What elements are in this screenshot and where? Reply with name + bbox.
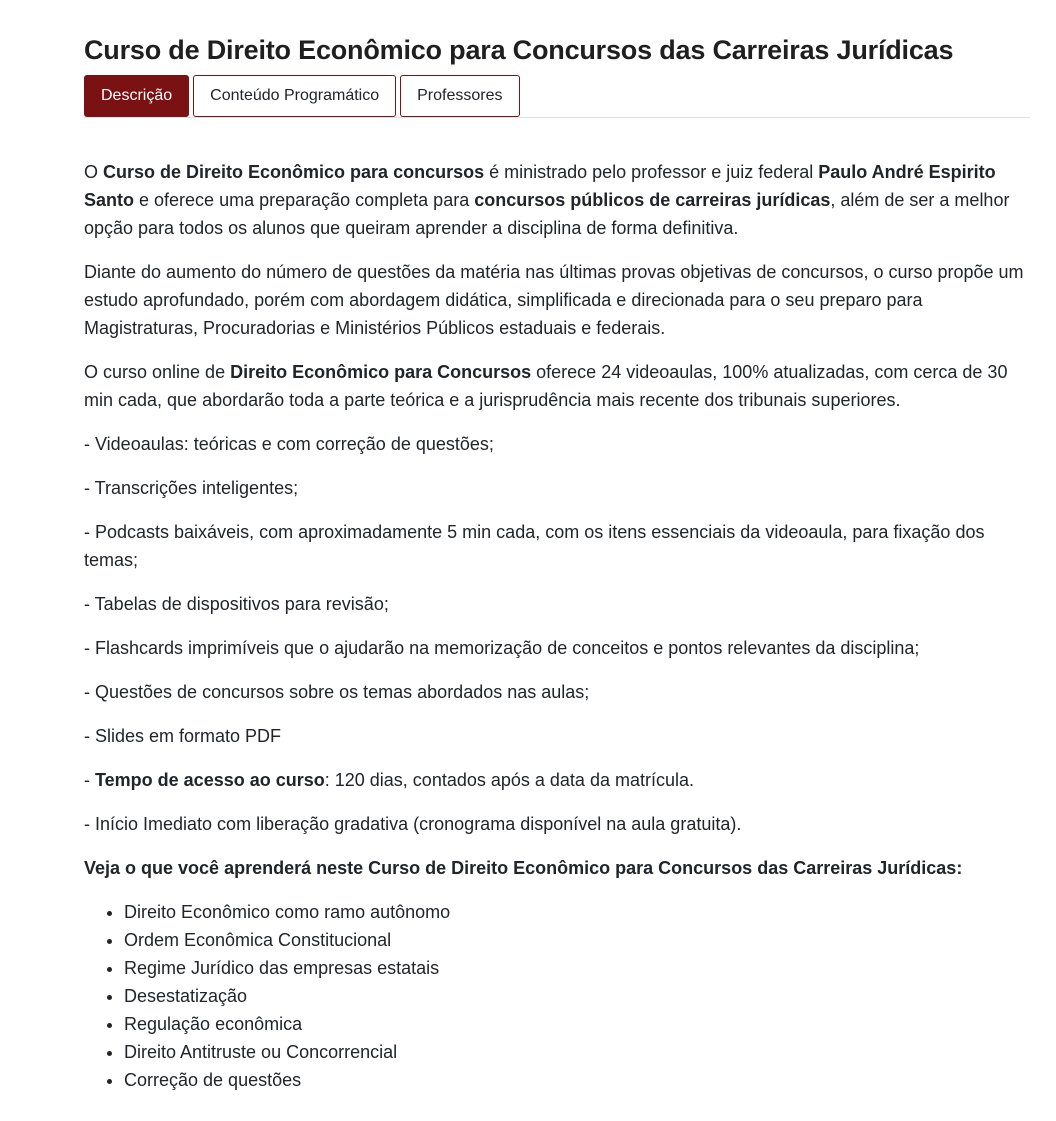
topic-item: • Ordem Econômica Constitucional [124, 926, 1030, 954]
topic-item: • Regulação econômica [124, 1010, 1030, 1038]
course-page [84, 30, 1030, 1094]
tab-descricao[interactable]: Descrição [84, 75, 189, 117]
tab-bar [84, 75, 1030, 118]
access-time [84, 766, 1030, 794]
page-title: Curso de Direito Econômico para Concursos das Carreiras Jurídicas [84, 35, 954, 65]
feature-item: - Tabelas de dispositivos para revisão; [84, 594, 389, 614]
offer-paragraph [84, 358, 1030, 414]
topics-list [84, 898, 1030, 1094]
learn-heading-text: Veja o que você aprenderá neste Curso de Direito Econômico para Concursos das Carreiras Jurídicas: [84, 858, 963, 878]
feature-item: - Podcasts baixáveis, com aproximadamente 5 min cada, com os itens essenciais da videoaula, para fixação dos temas; [84, 522, 985, 570]
feature-item: - Slides em formato PDF [84, 726, 282, 746]
intro-professor-name: Paulo André Espirito Santo [84, 162, 996, 210]
feature-item: - Flashcards imprimíveis que o ajudarão na memorização de conceitos e pontos relevantes da disciplina; [84, 638, 920, 658]
offer-course-name: Direito Econômico para Concursos [230, 362, 532, 382]
topic-item: • Direito Econômico como ramo autônomo [124, 898, 1030, 926]
intro-text: O [84, 162, 104, 182]
access-prefix: - [84, 770, 95, 790]
intro-paragraph [84, 158, 1030, 242]
intro-text: , além de ser a melhor opção para todos os alunos que queiram aprender a disciplina de forma definitiva. [84, 190, 1010, 238]
learn-heading [84, 854, 1030, 882]
feature-item: - Questões de concursos sobre os temas abordados nas aulas; [84, 682, 590, 702]
feature-item: - Transcrições inteligentes; [84, 478, 299, 498]
intro-target-exams: concursos públicos de carreiras jurídicas [474, 190, 831, 210]
access-label: Tempo de acesso ao curso [95, 770, 325, 790]
topic-item: • Direito Antitruste ou Concorrencial [124, 1038, 1030, 1066]
offer-text: oferece 24 videoaulas, 100% atualizadas, com cerca de 30 min cada, que abordarão toda a parte teórica e a jurisprudência mais recente dos tribunais superiores. [84, 362, 1008, 410]
offer-text: O curso online de [84, 362, 231, 382]
topic-item: • Regime Jurídico das empresas estatais [124, 954, 1030, 982]
intro-text: é ministrado pelo professor e juiz federal [484, 162, 819, 182]
topic-item: • Desestatização [124, 982, 1030, 1010]
context-paragraph: Diante do aumento do número de questões da matéria nas últimas provas objetivas de concursos, o curso propõe um estudo aprofundado, porém com abordagem didática, simplificada e direcionada para o seu preparo para Magistraturas, Procuradorias e Ministérios Públicos estaduais e federais. [84, 262, 1024, 338]
intro-course-name: Curso de Direito Econômico para concursos [103, 162, 485, 182]
intro-text: e oferece uma preparação completa para [134, 190, 475, 210]
access-value: : 120 dias, contados após a data da matrícula. [324, 770, 694, 790]
tab-professores[interactable]: Professores [400, 75, 519, 117]
feature-item: - Videoaulas: teóricas e com correção de questões; [84, 434, 494, 454]
topic-item: • Correção de questões [124, 1066, 1030, 1094]
tab-conteudo-programatico[interactable]: Conteúdo Programático [193, 75, 396, 117]
start-info: - Início Imediato com liberação gradativa (cronograma disponível na aula gratuita). [84, 814, 742, 834]
description-panel [84, 158, 1030, 1094]
